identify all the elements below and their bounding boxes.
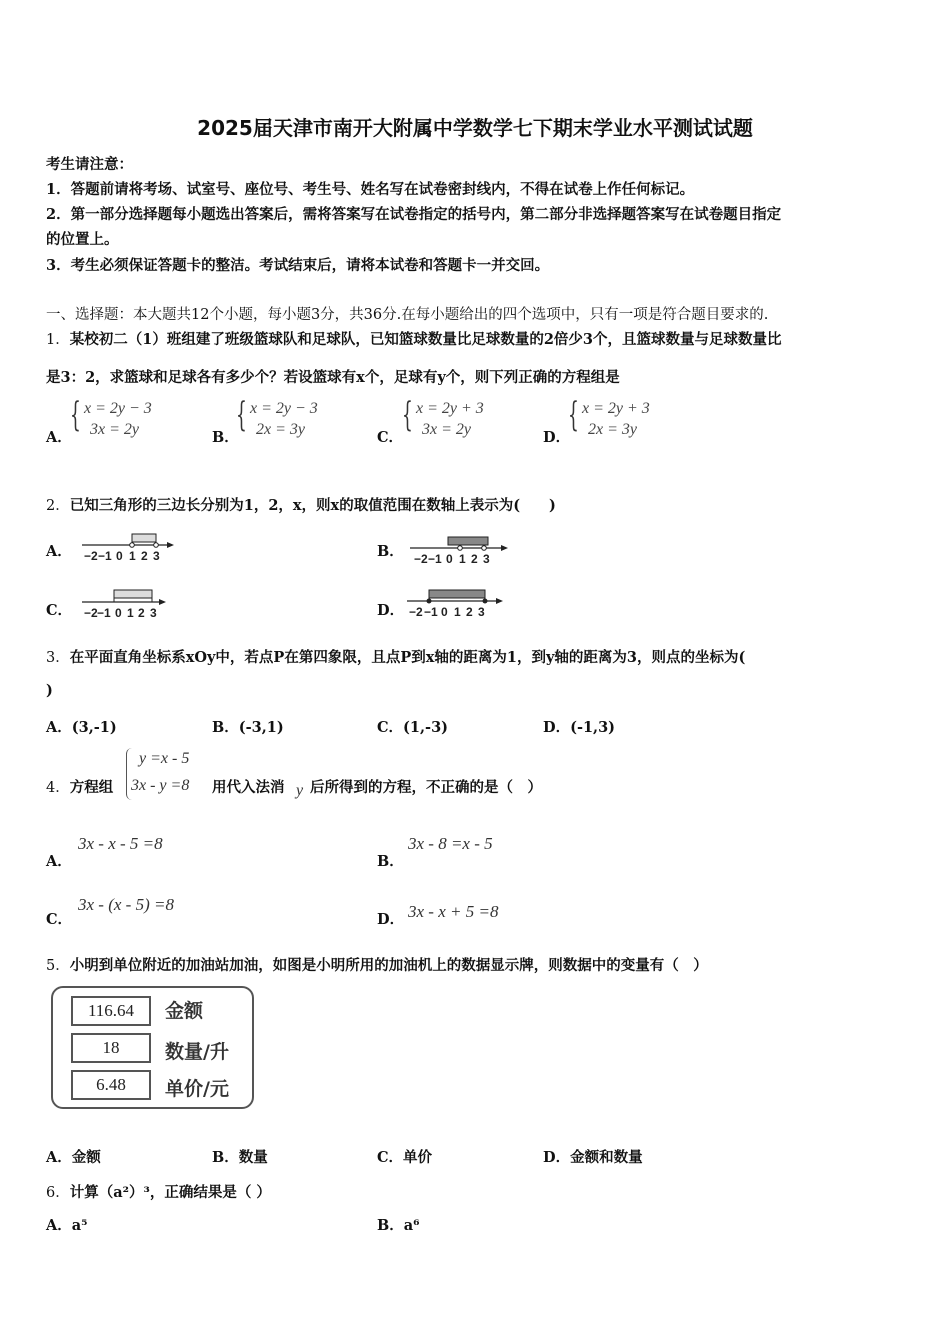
option-text: 金额	[71, 1149, 101, 1166]
option-label: A．	[46, 1149, 72, 1166]
q5-option-b[interactable]	[212, 1146, 268, 1167]
q1-option-d-label[interactable]: D．	[543, 429, 571, 446]
q1-a-eq2: 3x = 2y	[90, 421, 139, 438]
q5-question: 小明到单位附近的加油站加油，如图是小明所用的加油机上的数据显示牌，则数据中的变量有（ ）	[69, 957, 708, 974]
option-label: D．	[543, 1149, 571, 1166]
q4-var: y	[296, 782, 304, 799]
axis-label: 3	[483, 552, 490, 565]
axis-label: 2	[471, 552, 478, 565]
notice-item: 2．第一部分选择题每小题选出答案后，需将答案写在试卷指定的括号内，第二部分非选择题答案写在试卷题目指定	[46, 206, 782, 223]
q4-eq1: y =x - 5	[139, 750, 190, 767]
section-heading: 一、选择题：本大题共12个小题，每小题3分，共36分.在每小题给出的四个选项中，只有一项是符合题目要求的.	[46, 307, 769, 323]
q1-c-eq1: x = 2y + 3	[416, 400, 484, 417]
q1-text	[46, 328, 782, 349]
q6-text	[46, 1181, 271, 1202]
q4-suffix: 后所得到的方程，不正确的是（ ）	[310, 779, 542, 796]
q1-option-a-label[interactable]: A．	[46, 429, 72, 446]
q2-number: 2．	[46, 498, 70, 514]
option-label: C．	[377, 1149, 404, 1166]
q5-option-a[interactable]	[46, 1146, 101, 1167]
q2-question: 已知三角形的三边长分别为1，2，x，则x的取值范围在数轴上表示为( )	[69, 497, 556, 514]
axis-label: 1	[454, 605, 461, 619]
q1-line1: 某校初二（1）班组建了班级篮球队和足球队，已知篮球数量比足球数量的2倍少3个，且篮球数量与足球数量比	[69, 331, 782, 348]
q1-option-d-system[interactable]: { x = 2y + 3 2x = 3y	[568, 395, 650, 438]
fuel-display-board	[51, 986, 254, 1109]
q2-option-d-label[interactable]: D．	[377, 602, 405, 619]
q4-option-d-label[interactable]: D．	[377, 911, 405, 928]
axis-label: −1	[98, 549, 112, 562]
q5-text	[46, 954, 708, 975]
q3-line2: )	[46, 682, 53, 699]
q4-option-a-label[interactable]: A．	[46, 853, 72, 870]
notice-heading: 考生请注意：	[46, 156, 133, 173]
q1-d-eq2: 2x = 3y	[588, 421, 637, 438]
q2-option-a-label[interactable]: A．	[46, 543, 72, 560]
axis-label: 2	[141, 549, 148, 562]
unit-price-value: 6.48	[71, 1070, 151, 1100]
q4-number: 4．	[46, 780, 70, 796]
q1-number: 1．	[46, 332, 70, 348]
q4-mid: 用代入法消	[212, 779, 285, 796]
q5-option-c[interactable]	[377, 1146, 432, 1167]
q3-number: 3．	[46, 650, 70, 666]
option-label: A．	[46, 1217, 72, 1234]
axis-label: −1	[97, 606, 111, 620]
q4-option-c-label[interactable]: C．	[46, 911, 73, 928]
q4-option-b-label[interactable]: B．	[377, 853, 404, 870]
quantity-value: 18	[71, 1033, 151, 1063]
page-title: 2025届天津市南开大附属中学数学七下期末学业水平测试试题	[197, 116, 753, 140]
axis-label: 2	[138, 606, 145, 620]
q2-option-d-numberline[interactable]	[405, 584, 515, 620]
amount-label: 金额	[165, 1000, 204, 1022]
axis-label: 1	[459, 552, 466, 565]
option-label: B．	[212, 1149, 239, 1166]
axis-label: 0	[446, 552, 453, 565]
q1-line2: 是3：2，求篮球和足球各有多少个？若设篮球有x个，足球有y个，则下列正确的方程组是	[46, 369, 620, 386]
q2-option-c-numberline[interactable]	[80, 586, 180, 620]
axis-label: −2	[409, 605, 423, 619]
axis-label: 1	[129, 549, 136, 562]
q1-a-eq1: x = 2y − 3	[84, 400, 152, 417]
axis-label: 3	[153, 549, 160, 562]
q2-option-b-label[interactable]: B．	[377, 543, 404, 560]
q5-option-d[interactable]	[543, 1146, 643, 1167]
q3-option-c[interactable]	[377, 716, 448, 737]
option-label: D．	[543, 719, 571, 736]
q6-option-a[interactable]	[46, 1214, 88, 1235]
option-text: 金额和数量	[570, 1149, 643, 1166]
q1-b-eq1: x = 2y − 3	[250, 400, 318, 417]
q1-option-c-label[interactable]: C．	[377, 429, 404, 446]
q4-system	[126, 748, 213, 800]
option-text: 单价	[403, 1149, 433, 1166]
option-label: C．	[377, 719, 404, 736]
q6-question: 计算（a²）³，正确结果是（ ）	[69, 1184, 271, 1201]
q4-eq2: 3x - y =8	[131, 777, 190, 794]
axis-label: 0	[115, 606, 122, 620]
q1-b-eq2: 2x = 3y	[256, 421, 305, 438]
axis-label: −2	[84, 606, 98, 620]
q4-prefix-text: 方程组	[69, 779, 114, 796]
option-text: (3,-1)	[71, 719, 117, 736]
q1-option-c-system[interactable]: { x = 2y + 3 3x = 2y	[402, 395, 484, 438]
option-text: (1,-3)	[403, 719, 449, 736]
q3-option-d[interactable]	[543, 716, 615, 737]
notice-item: 的位置上。	[46, 231, 119, 248]
notice-item: 3．考生必须保证答题卡的整洁。考试结束后，请将本试卷和答题卡一并交回。	[46, 257, 550, 274]
q5-number: 5．	[46, 958, 70, 974]
axis-label: −1	[428, 552, 442, 565]
q4-option-b-text[interactable]: 3x - 8 =x - 5	[408, 834, 493, 853]
amount-value: 116.64	[71, 996, 151, 1026]
q4-option-d-text[interactable]: 3x - x + 5 =8	[408, 902, 499, 921]
axis-label: −2	[414, 552, 428, 565]
axis-label: 2	[466, 605, 473, 619]
option-text: (-3,1)	[238, 719, 284, 736]
option-text: a⁶	[403, 1217, 420, 1234]
option-text: (-1,3)	[570, 719, 616, 736]
q4-prefix	[46, 776, 113, 797]
option-label: A．	[46, 719, 72, 736]
q1-d-eq1: x = 2y + 3	[582, 400, 650, 417]
q2-option-c-label[interactable]: C．	[46, 602, 73, 619]
q2-option-a-numberline[interactable]	[80, 530, 180, 562]
option-label: B．	[212, 719, 239, 736]
option-text: 数量	[238, 1149, 268, 1166]
unit-price-label: 单价/元	[165, 1078, 229, 1100]
option-text: a⁵	[71, 1217, 88, 1234]
q3-option-a[interactable]	[46, 716, 117, 737]
q1-option-a-system[interactable]: { x = 2y − 3 3x = 2y	[70, 395, 152, 438]
q2-option-b-numberline[interactable]	[408, 533, 518, 565]
q3-option-b[interactable]	[212, 716, 284, 737]
q4-option-a-text[interactable]: 3x - x - 5 =8	[78, 834, 163, 853]
q6-number: 6．	[46, 1185, 70, 1201]
q4-option-c-text[interactable]: 3x - (x - 5) =8	[78, 895, 174, 914]
option-label: B．	[377, 1217, 404, 1234]
axis-label: 3	[478, 605, 485, 619]
axis-label: 3	[150, 606, 157, 620]
axis-label: 0	[116, 549, 123, 562]
q6-option-b[interactable]	[377, 1214, 420, 1235]
axis-label: 1	[127, 606, 134, 620]
q1-option-b-label[interactable]: B．	[212, 429, 239, 446]
axis-label: 0	[441, 605, 448, 619]
q1-option-b-system[interactable]: { x = 2y − 3 2x = 3y	[236, 395, 318, 438]
quantity-label: 数量/升	[165, 1041, 229, 1063]
notice-item: 1．答题前请将考场、试室号、座位号、考生号、姓名写在试卷密封线内，不得在试卷上作任何标记。	[46, 181, 695, 198]
q3-line1: 在平面直角坐标系xOy中，若点P在第四象限，且点P到x轴的距离为1，到y轴的距离为3，则点的坐标为(	[69, 649, 746, 666]
axis-label: −1	[424, 605, 438, 619]
q2-text	[46, 494, 556, 515]
q3-text	[46, 646, 745, 667]
axis-label: −2	[84, 549, 98, 562]
q1-c-eq2: 3x = 2y	[422, 421, 471, 438]
